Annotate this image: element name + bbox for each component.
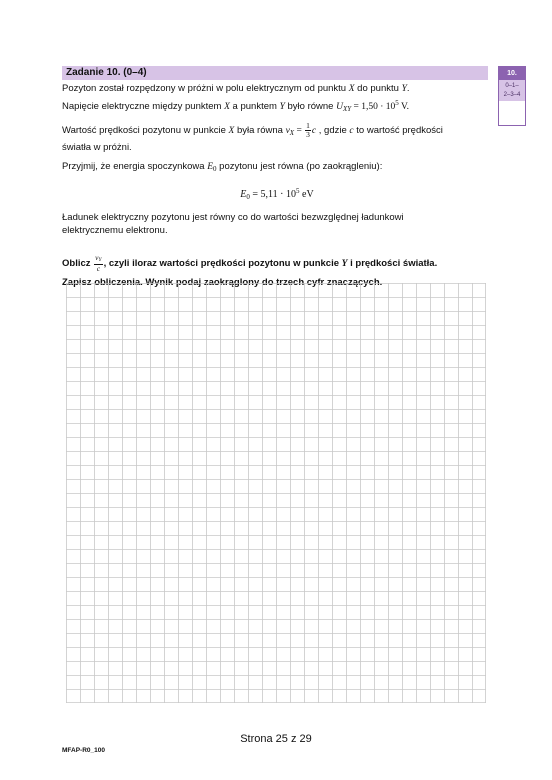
paragraph-5-line-1: Ładunek elektryczny pozytonu jest równy co do wartości bezwzględnej ładunkowi — [62, 211, 404, 223]
fraction-denominator: 3 — [306, 130, 310, 139]
fraction — [305, 122, 311, 139]
math-subscript: X — [289, 129, 295, 138]
score-range-line1: 0–1– — [505, 83, 519, 89]
task-content — [62, 82, 492, 290]
answer-grid-area[interactable] — [66, 283, 486, 708]
math-symbol: X — [224, 101, 230, 112]
question-line-2: Zapisz obliczenia. Wynik podaj zaokrąglony do trzech cyfr znaczących. — [62, 276, 383, 288]
text: Pozyton został rozpędzony w próżni w polu elektrycznym od punktu — [62, 83, 349, 94]
paragraph-1 — [62, 82, 492, 97]
text: Wartość prędkości pozytonu w punkcie — [62, 125, 229, 137]
math-unit: eV — [299, 188, 314, 200]
task-title: Zadanie 10. (0–4) — [62, 66, 488, 80]
math-subscript: 0 — [246, 192, 250, 201]
math-symbol: c — [311, 126, 317, 137]
paragraph-5-line-2: elektrycznemu elektronu. — [62, 225, 168, 237]
text: była równa — [234, 125, 286, 137]
answer-grid[interactable] — [66, 283, 486, 703]
math-subscript: 0 — [213, 165, 217, 174]
math-expression: = — [294, 126, 305, 137]
math-subscript: Y — [98, 256, 102, 263]
math-symbol: c — [349, 126, 354, 137]
text: , gdzie — [316, 125, 350, 137]
fraction-numerator: 1 — [306, 121, 310, 130]
text: Przyjmij, że energia spoczynkowa — [62, 161, 208, 173]
text: . — [406, 83, 410, 94]
text: to wartość prędkości — [353, 125, 443, 137]
math-symbol: E — [207, 162, 214, 173]
score-task-number: 10. — [499, 67, 525, 80]
paragraph-4 — [62, 160, 492, 177]
question — [62, 254, 492, 273]
text: do punktu — [354, 83, 402, 94]
math-symbol: U — [336, 101, 343, 112]
math-symbol: Y — [279, 101, 285, 112]
text: Oblicz — [62, 257, 94, 269]
math-symbol: v — [285, 126, 290, 137]
math-unit: V. — [398, 101, 410, 112]
text: Napięcie elektryczne między punktem — [62, 100, 225, 112]
score-range-line2: 2–3–4 — [503, 92, 521, 98]
text: , czyli iloraz wartości prędkości pozytonu w punkcie — [103, 257, 342, 269]
text: a punktem — [229, 100, 280, 112]
math-expression: = 5,11 · 10 — [249, 188, 297, 200]
math-subscript: XY — [342, 104, 352, 113]
text: było równe — [284, 100, 337, 112]
score-box — [498, 66, 526, 126]
fraction — [94, 254, 102, 273]
paragraph-2 — [62, 97, 492, 117]
math-expression: = 1,50 · 10 — [351, 101, 396, 112]
document-code: MFAP-R0_100 — [62, 747, 105, 754]
math-symbol: X — [348, 84, 355, 94]
paragraph-3 — [62, 122, 492, 141]
math-symbol: E — [240, 188, 247, 200]
score-range — [499, 80, 525, 101]
math-symbol: X — [228, 126, 235, 137]
math-exponent: 5 — [395, 98, 399, 107]
paragraph-3-line-2: światła w próżni. — [62, 141, 132, 153]
fraction-numerator — [94, 254, 102, 265]
fraction-denominator: c — [96, 263, 101, 273]
math-symbol: Y — [401, 84, 407, 94]
math-symbol: v — [95, 252, 99, 262]
text: i prędkości światła. — [347, 257, 438, 269]
math-symbol: Y — [341, 258, 348, 269]
math-exponent: 5 — [296, 186, 300, 195]
page-number: Strona 25 z 29 — [240, 733, 312, 745]
energy-equation — [62, 183, 492, 205]
text: pozytonu jest równa (po zaokrągleniu): — [216, 161, 383, 173]
